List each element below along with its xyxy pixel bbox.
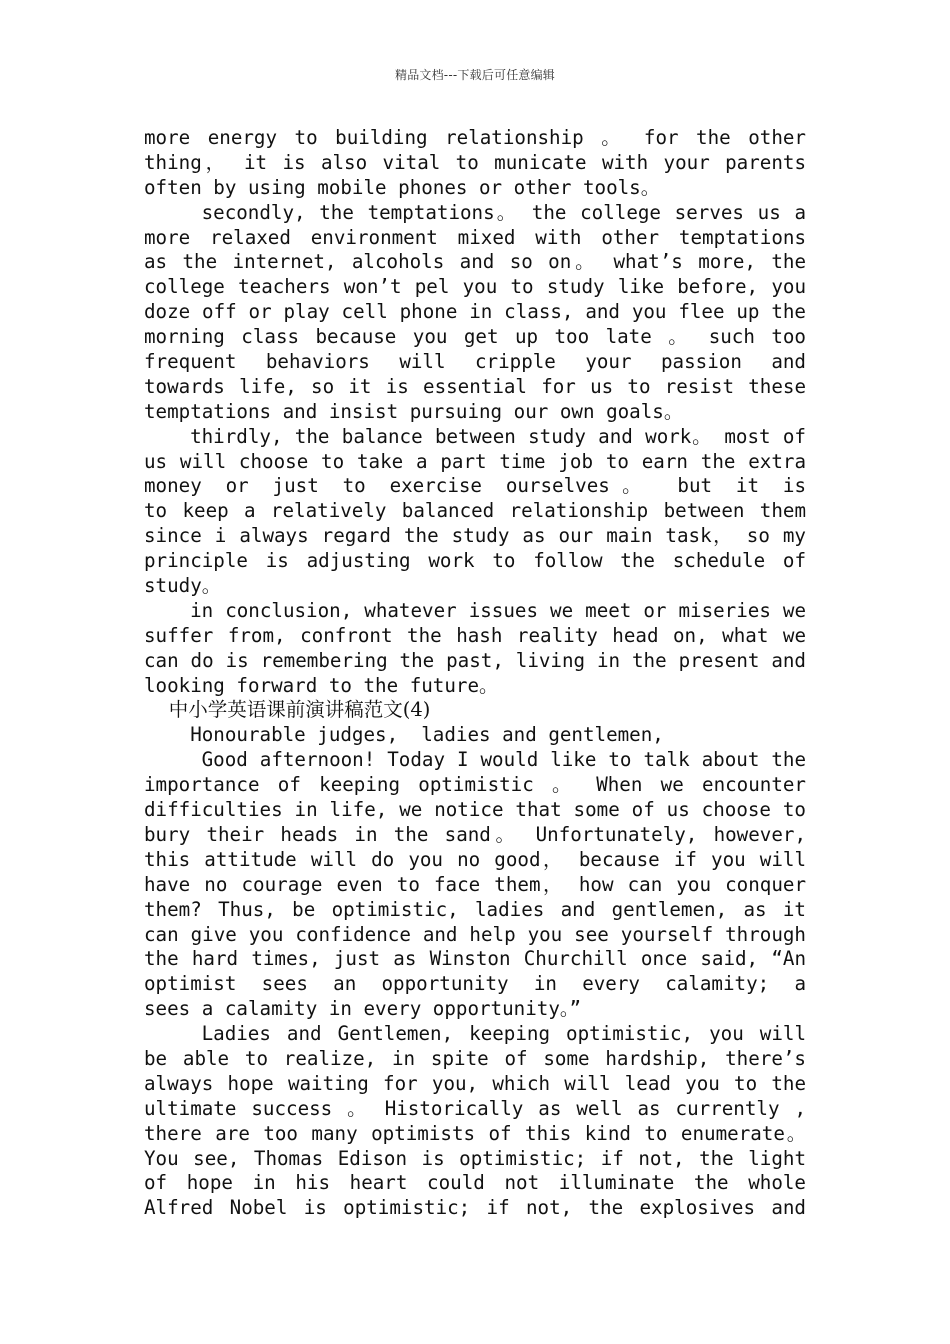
text-line: them? Thus, be optimistic, ladies and gentlemen, as it [144,897,806,921]
text-line: suffer from, confront the hash reality head on, what we [144,623,806,647]
section-heading: 中小学英语课前演讲稿范文(4) [144,698,431,722]
text-line: bury their heads in the sand。 Unfortunately, however, [144,822,806,846]
text-line: Alfred Nobel is optimistic; if not, the explosives and [144,1196,806,1220]
text-line: this attitude will do you no good， because if you will [144,847,806,871]
text-line: Honourable judges, ladies and gentlemen, [144,723,664,747]
text-line: to keep a relatively balanced relationship between them [144,499,806,523]
text-line: difficulties in life, we notice that some of us choose to [144,798,806,822]
text-line: study。 [144,574,221,598]
text-line: college teachers won’t pel you to study like before, you [144,275,806,299]
text-line: importance of keeping optimistic 。 When we encounter [144,773,806,797]
text-line: ultimate success 。 Historically as well as currently , [144,1096,806,1120]
text-line: Good afternoon! Today I would like to talk about the [201,748,806,772]
text-line: often by using mobile phones or other tools。 [144,175,660,199]
text-line: can do is remembering the past, living in the present and [144,648,806,672]
text-line: secondly, the temptations。 the college serves us a [201,200,806,224]
text-line: Ladies and Gentlemen, keeping optimistic, you will [201,1022,806,1046]
text-line: be able to realize, in spite of some hardship, there’s [144,1046,806,1070]
text-line: always hope waiting for you, which will lead you to the [144,1071,806,1095]
text-line: can give you confidence and help you see yourself through [144,922,806,946]
text-line: in conclusion, whatever issues we meet or miseries we [190,598,806,622]
page-header: 精品文档---下载后可任意编辑 [395,68,555,82]
text-line: there are too many optimists of this kind to enumerate。 [144,1121,806,1145]
text-line: the hard times, just as Winston Churchill once said, “An [144,947,806,971]
text-line: looking forward to the future。 [144,673,499,697]
text-line: frequent behaviors will cripple your passion and [144,350,806,374]
text-line: as the internet, alcohols and so on。 what’s more, the [144,250,806,274]
text-line: morning class because you get up too late 。 such too [144,325,806,349]
text-line: us will choose to take a part time job to earn the extra [144,449,806,473]
text-line: sees a calamity in every opportunity。” [144,997,582,1021]
text-line: of hope in his heart could not illuminate the whole [144,1171,806,1195]
text-line: You see, Thomas Edison is optimistic; if not, the light [144,1146,806,1170]
text-line: since i always regard the study as our main task， so my [144,524,806,548]
text-line: thirdly, the balance between study and work。 most of [190,424,806,448]
text-line: money or just to exercise ourselves。 but it is [144,474,806,498]
text-line: temptations and insist pursuing our own goals。 [144,399,684,423]
text-line: principle is adjusting work to follow the schedule of [144,549,806,573]
document-body [144,126,806,1221]
text-line: doze off or play cell phone in class, and you flee up the [144,300,806,324]
text-line: have no courage even to face them， how can you conquer [144,872,806,896]
text-line: optimist sees an opportunity in every calamity; a [144,972,806,996]
text-line: more energy to building relationship 。 for the other [144,126,806,149]
text-line: thing， it is also vital to municate with your parents [144,150,806,174]
text-line: towards life, so it is essential for us to resist these [144,374,806,398]
text-line: more relaxed environment mixed with other temptations [144,225,806,249]
